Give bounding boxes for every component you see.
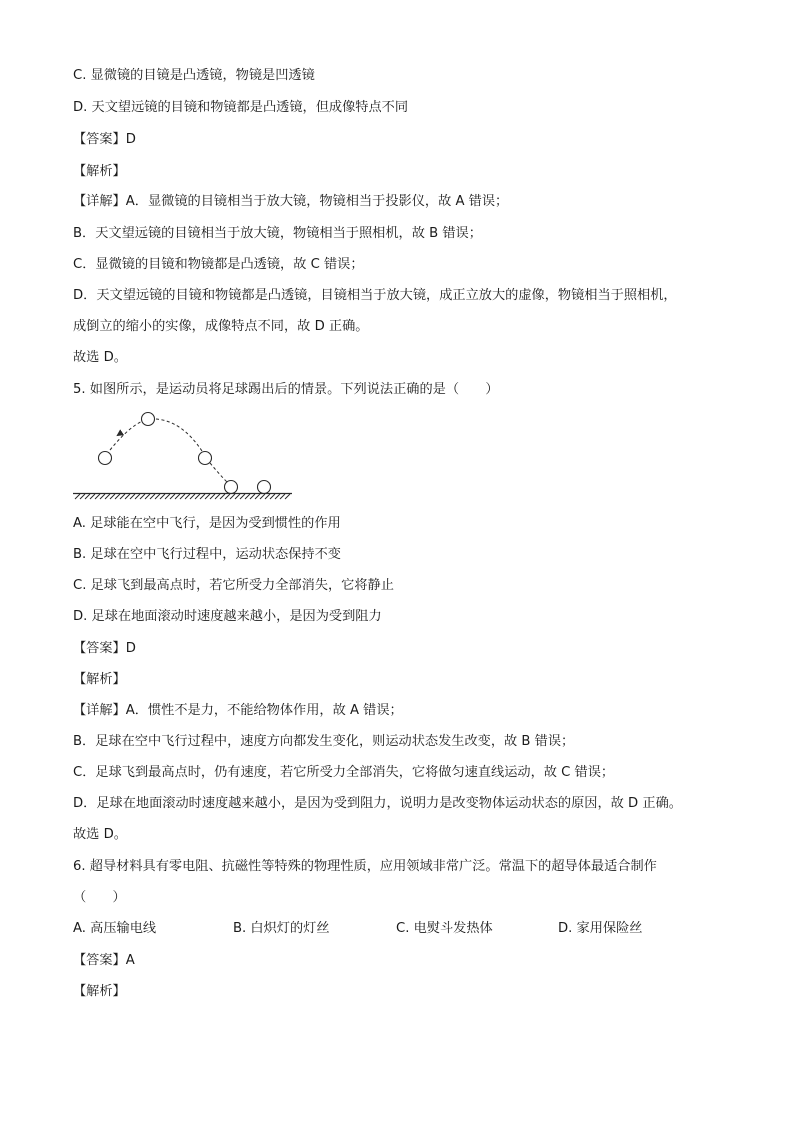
q5-stem: 5. 如图所示，是运动员将足球踢出后的情景。下列说法正确的是（ ） [73,382,499,397]
q4-analysis-label: 【解析】 [73,164,126,179]
q4-option-c: C. 显微镜的目镜是凸透镜，物镜是凹透镜 [73,68,315,83]
football-trajectory-figure [70,405,300,500]
q5-option-b: B. 足球在空中飞行过程中，运动状态保持不变 [73,547,341,562]
q5-detail-b: B．足球在空中飞行过程中，速度方向都发生变化，则运动状态发生改变，故 B 错误； [73,734,575,749]
q5-option-a: A. 足球能在空中飞行，是因为受到惯性的作用 [73,516,341,531]
ground-line [73,494,292,500]
q5-answer: 【答案】D [73,641,136,656]
q4-detail-c: C．显微镜的目镜和物镜都是凸透镜，故 C 错误； [73,257,364,272]
q4-conclusion: 故选 D。 [73,350,127,365]
ball-kicked [99,452,112,465]
q6-option-b: B. 白炽灯的灯丝 [233,921,330,936]
q4-detail-d-line1: D．天文望远镜的目镜和物镜都是凸透镜，目镜相当于放大镜，成正立放大的虚像，物镜相当于照相机， [73,288,677,303]
q4-option-d: D. 天文望远镜的目镜和物镜都是凸透镜，但成像特点不同 [73,100,409,115]
q6-option-c: C. 电熨斗发热体 [396,921,493,936]
q4-detail-b: B．天文望远镜的目镜相当于放大镜，物镜相当于照相机，故 B 错误； [73,226,482,241]
q6-option-d: D. 家用保险丝 [558,921,643,936]
q5-detail-a: 【详解】A．惯性不是力，不能给物体作用，故 A 错误； [73,703,403,718]
q4-answer: 【答案】D [73,132,136,147]
q5-option-c: C. 足球飞到最高点时，若它所受力全部消失，它将静止 [73,578,394,593]
q6-option-a: A. 高压输电线 [73,921,157,936]
q5-conclusion: 故选 D。 [73,827,127,842]
trajectory-path [110,419,227,482]
ball-rolling [258,481,271,494]
q5-detail-d: D．足球在地面滚动时速度越来越小，是因为受到阻力，说明力是改变物体运动状态的原因，故 D 正确。 [73,796,682,811]
q4-detail-d-line2: 成倒立的缩小的实像，成像特点不同，故 D 正确。 [73,319,369,334]
q6-stem: 6. 超导材料具有零电阻、抗磁性等特殊的物理性质，应用领域非常广泛。常温下的超导体最适合制作 [73,859,657,874]
ball-highest-point [142,413,155,426]
q6-answer: 【答案】A [73,953,135,968]
q6-analysis-label: 【解析】 [73,984,126,999]
q4-detail-a: 【详解】A．显微镜的目镜相当于放大镜，物镜相当于投影仪，故 A 错误； [73,194,509,209]
ball-descending [199,452,212,465]
q5-analysis-label: 【解析】 [73,672,126,687]
q6-options-row [73,920,713,938]
ball-landing [225,481,238,494]
q6-stem-bracket: （ ） [73,890,126,905]
q5-option-d: D. 足球在地面滚动时速度越来越小，是因为受到阻力 [73,609,382,624]
q5-detail-c: C．足球飞到最高点时，仍有速度，若它所受力全部消失，它将做匀速直线运动，故 C 错误； [73,765,615,780]
